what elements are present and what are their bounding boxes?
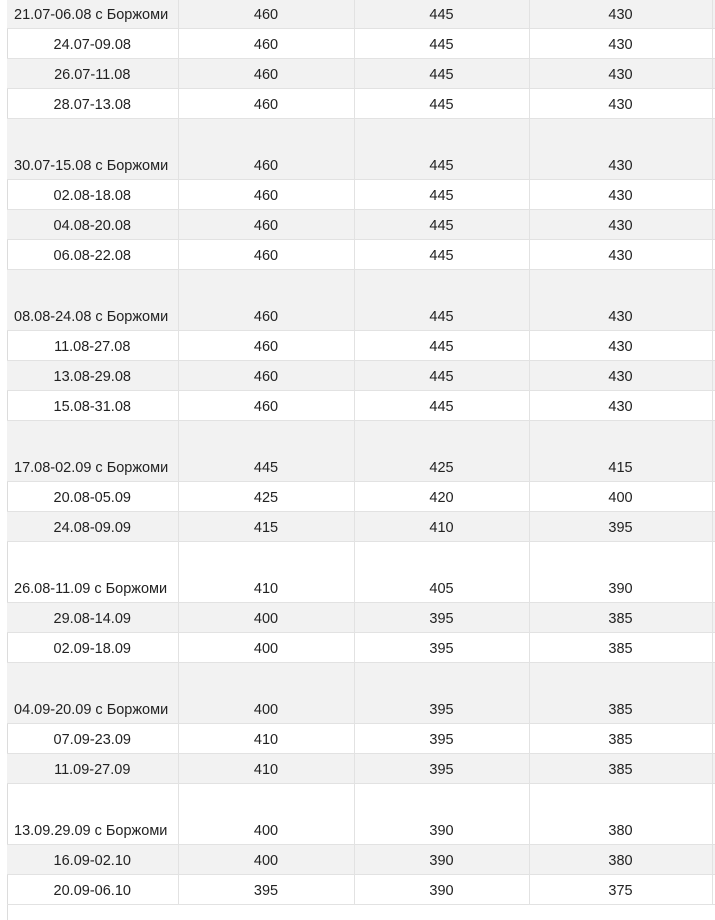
price-cell-col3[interactable]: 395 [529, 511, 712, 541]
price-cell-col3[interactable]: 430 [529, 360, 712, 390]
date-range-cell[interactable]: 24.08-09.09 [7, 511, 178, 541]
price-cell-col2[interactable]: 445 [354, 269, 529, 330]
price-cell-col1[interactable]: 425 [178, 481, 354, 511]
date-range-cell[interactable]: 29.08-14.09 [7, 602, 178, 632]
price-cell-col3[interactable]: 385 [529, 753, 712, 783]
table-row [7, 844, 715, 874]
price-cell-col2[interactable]: 445 [354, 209, 529, 239]
price-cell-col3[interactable]: 415 [529, 420, 712, 481]
price-cell-col1[interactable]: 460 [178, 58, 354, 88]
table-row [7, 723, 715, 753]
price-cell-col3[interactable]: 380 [529, 844, 712, 874]
date-range-cell[interactable]: 02.08-18.08 [7, 179, 178, 209]
price-cell-col2[interactable]: 420 [354, 481, 529, 511]
price-cell-col1[interactable]: 460 [178, 269, 354, 330]
table-row [7, 420, 715, 481]
price-table-body [7, 0, 715, 904]
price-cell-col3[interactable]: 430 [529, 28, 712, 58]
price-cell-col1[interactable]: 410 [178, 723, 354, 753]
price-cell-col1[interactable]: 400 [178, 783, 354, 844]
price-cell-col3[interactable]: 380 [529, 783, 712, 844]
table-row [7, 541, 715, 602]
price-cell-col2[interactable]: 445 [354, 0, 529, 28]
date-range-cell[interactable]: 13.09.29.09 с Боржоми [7, 783, 178, 844]
date-range-cell[interactable]: 11.08-27.08 [7, 330, 178, 360]
price-cell-col1[interactable]: 460 [178, 88, 354, 118]
price-cell-col2[interactable]: 425 [354, 420, 529, 481]
price-cell-col1[interactable]: 460 [178, 118, 354, 179]
price-cell-col3[interactable]: 375 [529, 874, 712, 904]
price-cell-col1[interactable]: 400 [178, 662, 354, 723]
price-cell-col1[interactable]: 460 [178, 179, 354, 209]
price-cell-col3[interactable]: 430 [529, 239, 712, 269]
date-range-cell[interactable]: 13.08-29.08 [7, 360, 178, 390]
price-cell-col2[interactable]: 445 [354, 28, 529, 58]
table-row [7, 269, 715, 330]
price-cell-col1[interactable]: 415 [178, 511, 354, 541]
price-cell-col2[interactable]: 405 [354, 541, 529, 602]
table-row [7, 58, 715, 88]
table-row [7, 390, 715, 420]
table-row [7, 602, 715, 632]
price-cell-col2[interactable]: 395 [354, 632, 529, 662]
price-cell-col3[interactable]: 390 [529, 541, 712, 602]
date-range-cell[interactable]: 20.09-06.10 [7, 874, 178, 904]
price-cell-col2[interactable]: 390 [354, 874, 529, 904]
date-range-cell[interactable]: 26.07-11.08 [7, 58, 178, 88]
price-cell-col1[interactable]: 460 [178, 209, 354, 239]
date-range-cell[interactable]: 26.08-11.09 с Боржоми [7, 541, 178, 602]
table-row [7, 209, 715, 239]
price-cell-col3[interactable]: 430 [529, 209, 712, 239]
price-cell-col3[interactable]: 430 [529, 0, 712, 28]
price-cell-col2[interactable]: 395 [354, 602, 529, 632]
table-row [7, 753, 715, 783]
tour-price-table [7, 0, 715, 905]
price-cell-col3[interactable]: 385 [529, 632, 712, 662]
price-cell-col1[interactable]: 460 [178, 0, 354, 28]
price-cell-col1[interactable]: 400 [178, 602, 354, 632]
table-row [7, 632, 715, 662]
price-cell-col2[interactable]: 445 [354, 330, 529, 360]
price-cell-col2[interactable]: 390 [354, 844, 529, 874]
date-range-cell[interactable]: 04.09-20.09 с Боржоми [7, 662, 178, 723]
table-row [7, 88, 715, 118]
price-cell-col1[interactable]: 460 [178, 360, 354, 390]
price-cell-col2[interactable]: 445 [354, 239, 529, 269]
table-row [7, 118, 715, 179]
date-range-cell[interactable]: 07.09-23.09 [7, 723, 178, 753]
price-cell-col1[interactable]: 445 [178, 420, 354, 481]
table-row [7, 0, 715, 28]
price-cell-col3[interactable]: 385 [529, 602, 712, 632]
date-range-cell[interactable]: 15.08-31.08 [7, 390, 178, 420]
price-cell-col3[interactable]: 385 [529, 723, 712, 753]
table-row [7, 330, 715, 360]
price-cell-col3[interactable]: 430 [529, 269, 712, 330]
date-range-cell[interactable]: 24.07-09.08 [7, 28, 178, 58]
price-cell-col3[interactable]: 430 [529, 179, 712, 209]
price-cell-col1[interactable]: 395 [178, 874, 354, 904]
date-range-cell[interactable]: 20.08-05.09 [7, 481, 178, 511]
price-cell-col1[interactable]: 460 [178, 330, 354, 360]
price-cell-col3[interactable]: 400 [529, 481, 712, 511]
date-range-cell[interactable]: 02.09-18.09 [7, 632, 178, 662]
date-range-cell[interactable]: 11.09-27.09 [7, 753, 178, 783]
price-cell-col1[interactable]: 460 [178, 28, 354, 58]
price-cell-col2[interactable]: 445 [354, 118, 529, 179]
price-cell-col3[interactable]: 385 [529, 662, 712, 723]
date-range-cell[interactable]: 06.08-22.08 [7, 239, 178, 269]
date-range-cell[interactable]: 16.09-02.10 [7, 844, 178, 874]
table-row [7, 481, 715, 511]
price-cell-col1[interactable]: 400 [178, 632, 354, 662]
price-cell-col2[interactable]: 395 [354, 753, 529, 783]
table-row [7, 874, 715, 904]
date-range-cell[interactable]: 17.08-02.09 с Боржоми [7, 420, 178, 481]
date-range-cell[interactable]: 08.08-24.08 с Боржоми [7, 269, 178, 330]
table-row [7, 179, 715, 209]
price-cell-col2[interactable]: 445 [354, 58, 529, 88]
price-cell-col3[interactable]: 430 [529, 390, 712, 420]
price-cell-col2[interactable]: 445 [354, 390, 529, 420]
price-cell-col2[interactable]: 410 [354, 511, 529, 541]
date-range-cell[interactable]: 04.08-20.08 [7, 209, 178, 239]
date-range-cell[interactable]: 21.07-06.08 с Боржоми [7, 0, 178, 28]
price-cell-col1[interactable]: 460 [178, 239, 354, 269]
table-row [7, 511, 715, 541]
price-cell-col3[interactable]: 430 [529, 330, 712, 360]
price-cell-col2[interactable]: 445 [354, 360, 529, 390]
table-row [7, 783, 715, 844]
price-cell-col2[interactable]: 390 [354, 783, 529, 844]
date-range-cell[interactable]: 28.07-13.08 [7, 88, 178, 118]
price-cell-col1[interactable]: 400 [178, 844, 354, 874]
table-row [7, 662, 715, 723]
price-cell-col2[interactable]: 395 [354, 723, 529, 753]
table-row [7, 360, 715, 390]
price-table-container[interactable] [7, 0, 715, 920]
price-cell-col2[interactable]: 445 [354, 88, 529, 118]
table-row [7, 239, 715, 269]
price-cell-col1[interactable]: 460 [178, 390, 354, 420]
price-cell-col1[interactable]: 410 [178, 541, 354, 602]
table-row [7, 28, 715, 58]
price-cell-col3[interactable]: 430 [529, 118, 712, 179]
price-cell-col2[interactable]: 395 [354, 662, 529, 723]
price-cell-col1[interactable]: 410 [178, 753, 354, 783]
price-cell-col3[interactable]: 430 [529, 88, 712, 118]
date-range-cell[interactable]: 30.07-15.08 с Боржоми [7, 118, 178, 179]
price-cell-col3[interactable]: 430 [529, 58, 712, 88]
price-cell-col2[interactable]: 445 [354, 179, 529, 209]
